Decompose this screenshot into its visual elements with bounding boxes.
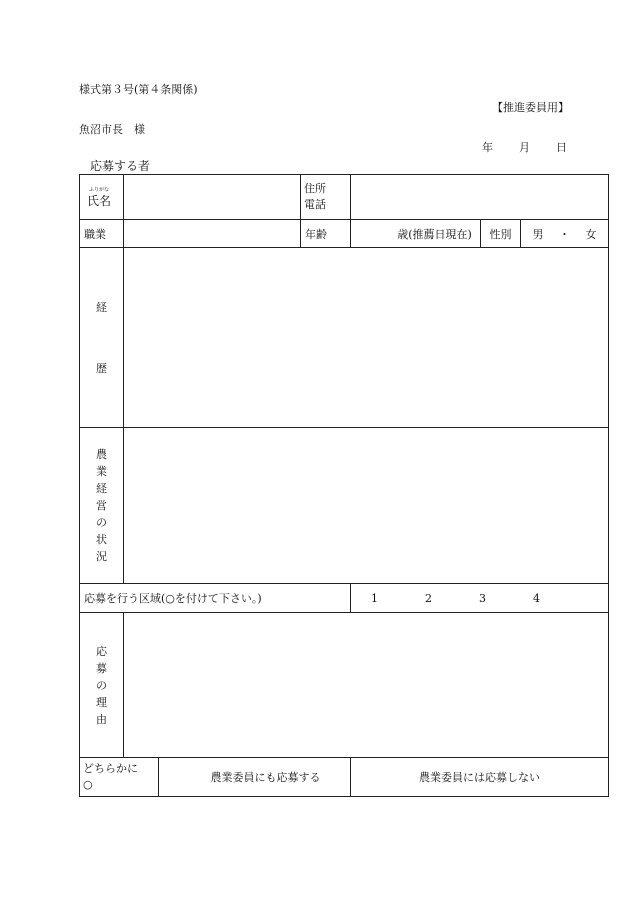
name-label: 氏名 — [87, 193, 112, 208]
gender-separator: ・ — [559, 227, 571, 241]
occupation-label: 職業 — [80, 220, 124, 248]
district-options — [351, 584, 609, 613]
address-phone-label-cell — [301, 175, 351, 220]
reason-char: 応 — [96, 644, 107, 658]
occupation-row — [80, 220, 609, 248]
choice-label-1: どちらかに — [83, 762, 138, 775]
farm-status-label-cell — [80, 428, 124, 584]
career-label-1: 経 — [96, 300, 107, 314]
reason-label-cell — [80, 613, 124, 758]
phone-label: 電話 — [304, 198, 327, 211]
reason-char: の — [96, 678, 107, 692]
choice-label-cell — [80, 758, 159, 797]
farm-status-char: 営 — [96, 499, 107, 512]
form-number: 様式第３号(第４条関係) — [79, 83, 198, 96]
age-field[interactable] — [351, 220, 481, 248]
district-option-1[interactable]: 1 — [371, 591, 379, 605]
choice-row — [80, 758, 609, 797]
address-label: 住所 — [304, 182, 327, 195]
name-label-cell — [80, 175, 124, 220]
name-row — [80, 175, 609, 220]
district-option-3[interactable]: 3 — [479, 591, 487, 605]
reason-row — [80, 613, 609, 758]
district-option-4[interactable]: 4 — [533, 591, 541, 605]
applicant-heading: 応募する者 — [90, 159, 151, 173]
gender-label: 性別 — [481, 220, 521, 248]
date-month-label: 月 — [519, 141, 530, 154]
choice-option-promotion-only[interactable]: 農業委員には応募しない — [351, 758, 609, 797]
district-label: 応募を行う区域(○を付けて下さい。) — [80, 584, 351, 613]
age-suffix: 歳(推薦日現在) — [397, 227, 472, 241]
application-form-table — [79, 174, 609, 797]
reason-char: 募 — [96, 661, 107, 675]
career-row — [80, 248, 609, 428]
reason-char: 由 — [96, 712, 107, 726]
form-type-label: 【推進委員用】 — [492, 101, 569, 114]
choice-label-2: ○ — [83, 778, 93, 791]
gender-field[interactable] — [521, 220, 609, 248]
farm-status-char: 経 — [96, 482, 107, 495]
date-year-label: 年 — [482, 141, 493, 154]
age-label: 年齢 — [301, 220, 351, 248]
farm-status-char: 況 — [96, 550, 107, 563]
occupation-field[interactable] — [124, 220, 301, 248]
district-row — [80, 584, 609, 613]
farm-status-char: の — [96, 516, 107, 529]
career-label-2: 歴 — [96, 361, 107, 375]
gender-female[interactable]: 女 — [585, 227, 597, 241]
date-day-label: 日 — [556, 141, 567, 154]
reason-field[interactable] — [124, 613, 609, 758]
addressee: 魚沼市長 様 — [79, 123, 145, 136]
farm-status-field[interactable] — [124, 428, 609, 584]
farm-status-char: 業 — [96, 465, 107, 478]
farm-status-char: 農 — [96, 448, 107, 461]
farm-status-row — [80, 428, 609, 584]
career-label-cell — [80, 248, 124, 428]
choice-option-apply-both[interactable]: 農業委員にも応募する — [159, 758, 351, 797]
address-phone-field[interactable] — [351, 175, 609, 220]
gender-male[interactable]: 男 — [532, 227, 544, 241]
district-option-2[interactable]: 2 — [425, 591, 433, 605]
name-field[interactable] — [124, 175, 301, 220]
career-field[interactable] — [124, 248, 609, 428]
reason-char: 理 — [96, 695, 107, 709]
furigana-label: ふりがな — [89, 186, 110, 193]
farm-status-char: 状 — [96, 533, 107, 546]
